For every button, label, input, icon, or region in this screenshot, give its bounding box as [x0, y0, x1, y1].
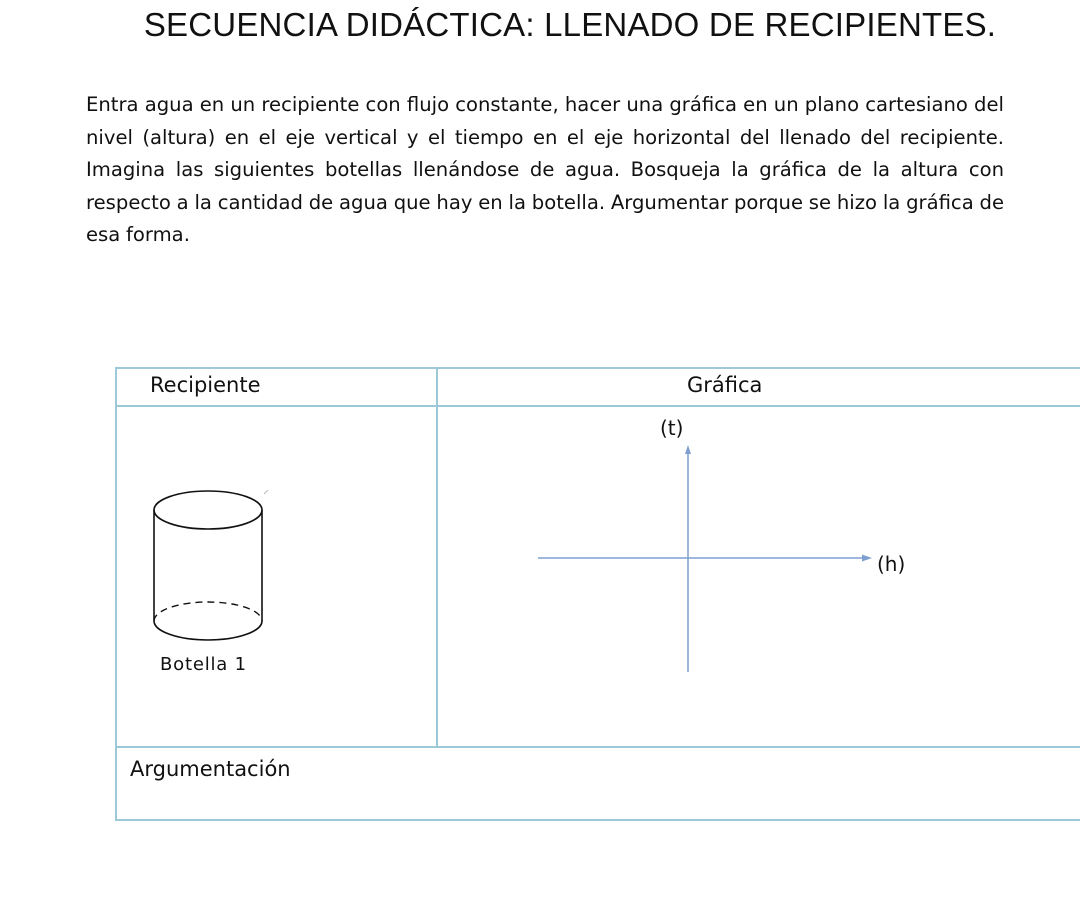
table-border-header	[115, 405, 1080, 407]
cylinder-top-sketch-mark	[264, 490, 268, 494]
table-border-left	[115, 367, 117, 821]
cylinder-bottom-front	[154, 621, 262, 640]
instructions-paragraph: Entra agua en un recipiente con flujo constante, hacer una gráfica en un plano cartesiano del nivel (altura) en el eje vertical y el tiempo en el eje horizontal del llenado del recipiente. Imagina las siguientes botellas llenándose de agua. Bosqueja la gráfica de la altura con respecto a la cantidad de agua que hay en la botella. Argumentar porque se hizo la gráfica de esa forma.	[86, 93, 1004, 246]
cylinder-bottom-back-dashed	[154, 602, 262, 621]
horizontal-axis-arrowhead	[862, 555, 872, 562]
table-border-column-divider	[436, 367, 438, 748]
table-border-middle	[115, 746, 1080, 748]
bottle-caption: Botella 1	[160, 654, 247, 675]
axis-label-horizontal: (h)	[877, 552, 906, 576]
cartesian-axes	[530, 440, 890, 680]
axis-label-vertical: (t)	[660, 416, 684, 440]
table-border-bottom	[115, 819, 1080, 821]
header-recipiente: Recipiente	[150, 373, 261, 397]
argumentacion-label: Argumentación	[130, 757, 291, 781]
vertical-axis-arrowhead	[685, 445, 691, 454]
document-title: SECUENCIA DIDÁCTICA: LLENADO DE RECIPIENTES.	[143, 6, 997, 43]
table-border-top	[115, 367, 1080, 369]
cylinder-bottle-drawing	[146, 480, 276, 650]
cylinder-top-ellipse	[154, 491, 262, 529]
header-grafica: Gráfica	[687, 373, 763, 397]
